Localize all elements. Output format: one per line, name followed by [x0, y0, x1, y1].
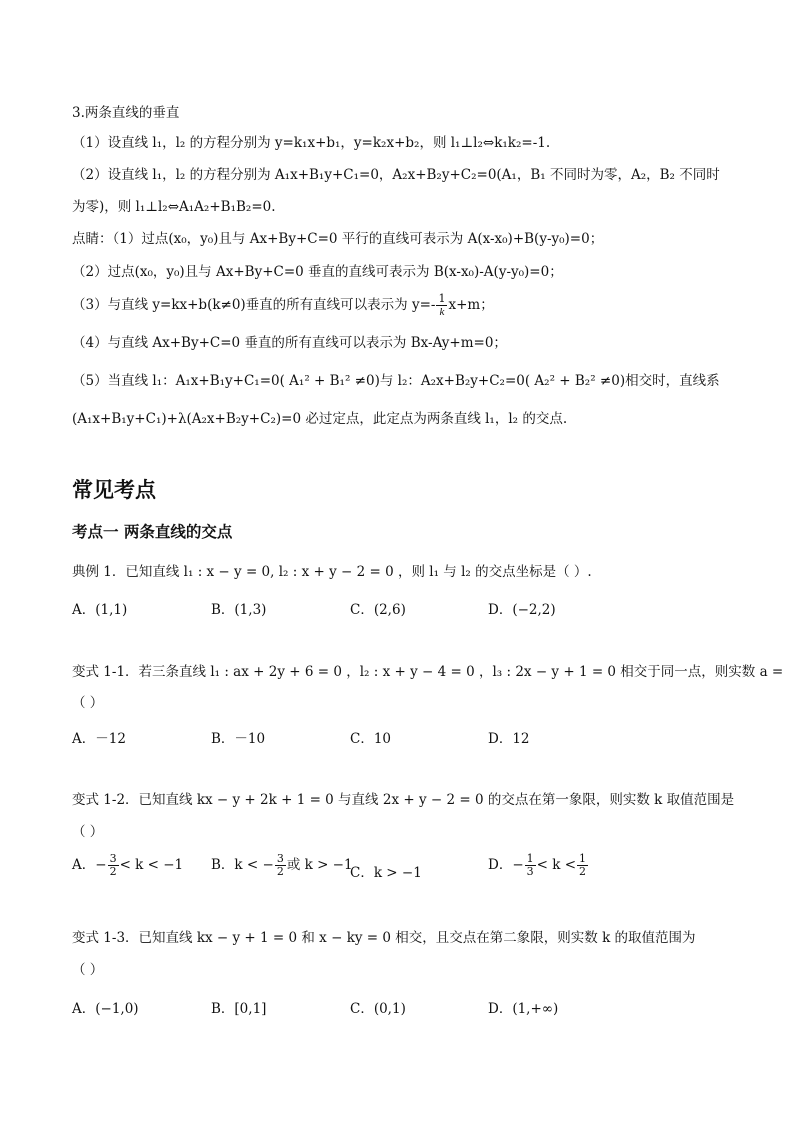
note-3 [72, 292, 734, 318]
question-2-option-a: A．－12 [72, 731, 126, 747]
heading-main: 常见考点 [72, 478, 156, 502]
note-3-pre: （3）与直线 y=kx+b(k≠0)垂直的所有直线可以表示为 y=- [72, 297, 436, 313]
question-1-option-d: D．(−2,2) [488, 602, 556, 618]
question-2-option-d: D．12 [488, 731, 530, 747]
question-1-option-c: C．(2,6) [350, 602, 406, 618]
question-4-option-a: A．(−1,0) [72, 1001, 139, 1017]
fraction-3-over-2: $\frac{3}{2}$ [276, 852, 284, 878]
question-1-stem: 典例 1．已知直线 l₁ : x − y = 0, l₂ : x + y − 2 = 0 ，则 l₁ 与 l₂ 的交点坐标是（ ）. [72, 564, 592, 580]
note-3-post: x+m； [448, 297, 494, 313]
note-2: （2）过点(x₀，y₀)且与 Ax+By+C=0 垂直的直线可表示为 B(x-x₀)-A(y-y₀)=0； [72, 264, 563, 280]
question-2-option-c: C．10 [350, 731, 392, 747]
question-1-option-b: B．(1,3) [211, 602, 267, 618]
fraction-3-over-2: $\frac{3}{2}$ [109, 852, 117, 878]
question-3-stem: 变式 1-2．已知直线 kx − y + 2k + 1 = 0 与直线 2x + y − 2 = 0 的交点在第一象限，则实数 k 取值范围是 [72, 792, 735, 808]
question-4-stem: 变式 1-3．已知直线 kx − y + 1 = 0 和 x − ky = 0 相交，且交点在第二象限，则实数 k 的取值范围为 [72, 930, 696, 946]
question-3-option-d: D．− $\frac{1}{3}$ < k < $\frac{1}{2}$ [488, 852, 587, 878]
question-4-paren: （ ） [72, 962, 104, 978]
note-5a: （5）当直线 l₁：A₁x+B₁y+C₁=0( A₁² + B₁² ≠0)与 l₂：A₂x+B₂y+C₂=0( A₂² + B₂² ≠0)相交时，直线系 [72, 373, 720, 389]
paragraph-1: （1）设直线 l₁，l₂ 的方程分别为 y=k₁x+b₁，y=k₂x+b₂，则 l₁⊥l₂⇔k₁k₂=-1. [72, 135, 551, 151]
question-2-option-b: B．－10 [211, 731, 266, 747]
paragraph-2b: 为零)，则 l₁⊥l₂⇔A₁A₂+B₁B₂=0. [72, 199, 276, 215]
question-2-stem: 变式 1-1．若三条直线 l₁ : ax + 2y + 6 = 0 ，l₂ : x + y − 4 = 0 ，l₃ : 2x − y + 1 = 0 相交于同一点，则实数 a = [72, 664, 784, 680]
question-3-paren: （ ） [72, 824, 104, 840]
question-4-option-c: C．(0,1) [350, 1001, 406, 1017]
note-4: （4）与直线 Ax+By+C=0 垂直的所有直线可以表示为 Bx-Ay+m=0； [72, 335, 507, 351]
fraction-1-over-2: $\frac{1}{2}$ [579, 852, 587, 878]
question-3-option-c: C．k > −1 [350, 865, 422, 881]
heading-sub: 考点一 两条直线的交点 [72, 523, 233, 541]
fraction-1-over-k: $\frac{1}{k}$ [438, 292, 446, 318]
question-3-option-a: A．− $\frac{3}{2}$ < k < −1 [72, 852, 184, 878]
question-4-option-d: D．(1,+∞) [488, 1001, 559, 1017]
question-1-option-a: A．(1,1) [72, 602, 128, 618]
note-1: 点睛：（1）过点(x₀，y₀)且与 Ax+By+C=0 平行的直线可表示为 A(x-x₀)+B(y-y₀)=0； [72, 231, 604, 247]
fraction-1-over-3: $\frac{1}{3}$ [526, 852, 534, 878]
section-title: 3.两条直线的垂直 [72, 105, 180, 121]
question-4-option-b: B．[0,1] [211, 1001, 267, 1017]
question-2-paren: （ ） [72, 695, 104, 711]
note-5b: (A₁x+B₁y+C₁)+λ(A₂x+B₂y+C₂)=0 必过定点，此定点为两条直线 l₁，l₂ 的交点. [72, 411, 568, 427]
paragraph-2a: （2）设直线 l₁，l₂ 的方程分别为 A₁x+B₁y+C₁=0，A₂x+B₂y+C₂=0(A₁，B₁ 不同时为零，A₂，B₂ 不同时 [72, 167, 720, 183]
question-3-option-b: B．k < − $\frac{3}{2}$ 或 k > −1 [211, 852, 353, 878]
